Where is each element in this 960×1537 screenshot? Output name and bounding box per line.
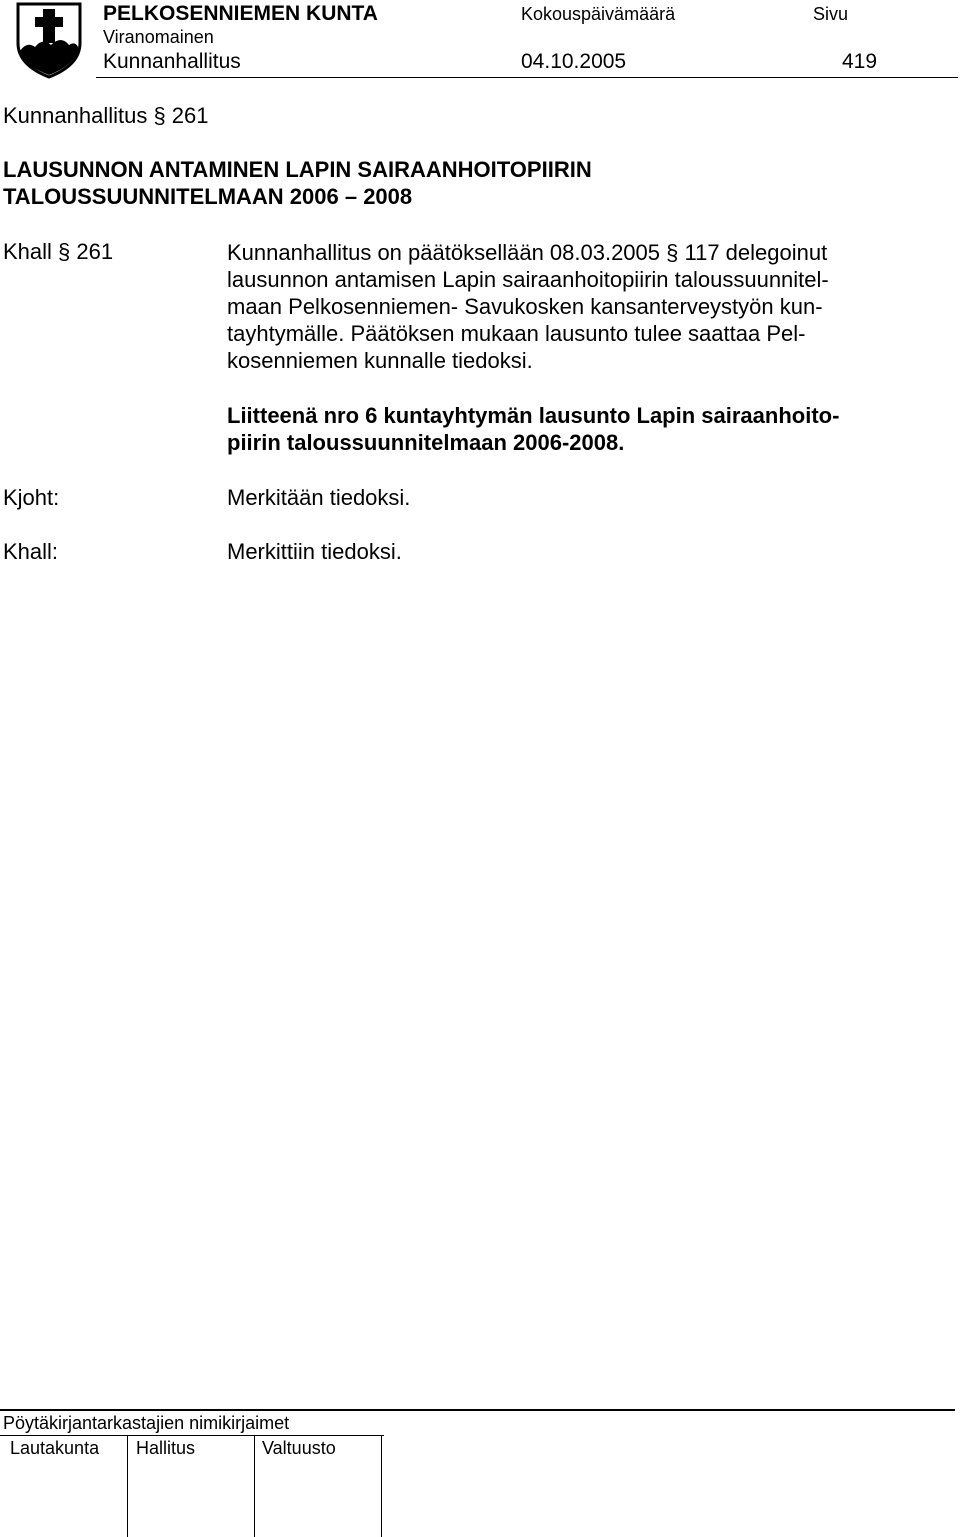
header-divider [96,77,958,78]
footer-title: Pöytäkirjantarkastajien nimikirjaimet [3,1413,290,1433]
khall-label: Khall: [3,539,59,564]
org-name: PELKOSENNIEMEN KUNTA [103,2,378,25]
kjoht-proposal: Merkitään tiedoksi. [227,485,411,510]
footer-col-lautakunta: Lautakunta [10,1438,100,1458]
body-line: tayhtymälle. Päätöksen mukaan lausunto tulee saattaa Pel- [227,321,806,346]
section-title-line-1: LAUSUNNON ANTAMINEN LAPIN SAIRAANHOITOPIIRIN [3,157,592,182]
body-line: kosenniemen kunnalle tiedoksi. [227,348,533,373]
footer-col-divider [254,1435,255,1537]
khall-decision: Merkittiin tiedoksi. [227,539,402,564]
kjoht-label: Kjoht: [3,485,60,510]
footer-col-hallitus: Hallitus [136,1438,196,1458]
attachment-note [227,402,839,456]
date-label: Kokouspäivämäärä [521,4,676,24]
body-line: Kunnanhallitus on päätöksellään 08.03.2005 § 117 delegoinut [227,240,828,265]
footer-col-valtuusto: Valtuusto [262,1438,336,1458]
attachment-line: piirin taloussuunnitelmaan 2006-2008. [227,430,625,455]
municipality-coat-of-arms-icon [15,1,83,79]
footer-top-rule [0,1409,955,1411]
attachment-line: Liitteenä nro 6 kuntayhtymän lausunto Lapin sairaanhoito- [227,403,840,428]
footer-col-divider [381,1435,382,1537]
page-label: Sivu [813,4,849,24]
section-title-line-2: TALOUSSUUNNITELMAAN 2006 – 2008 [3,184,413,209]
section-ref: Kunnanhallitus § 261 [3,103,209,128]
meeting-date: 04.10.2005 [521,50,627,73]
page-number: 419 [842,50,878,73]
footer-header-rule [0,1435,384,1436]
body-line: lausunnon antamisen Lapin sairaanhoitopiirin taloussuunnitel- [227,267,829,292]
authority-label: Viranomainen [103,27,214,47]
authority-name: Kunnanhallitus [103,50,241,73]
body-line: maan Pelkosenniemen- Savukosken kansanterveystyön kun- [227,294,823,319]
khall-ref: Khall § 261 [3,239,114,264]
body-paragraph [227,239,829,374]
footer-col-divider [127,1435,128,1537]
